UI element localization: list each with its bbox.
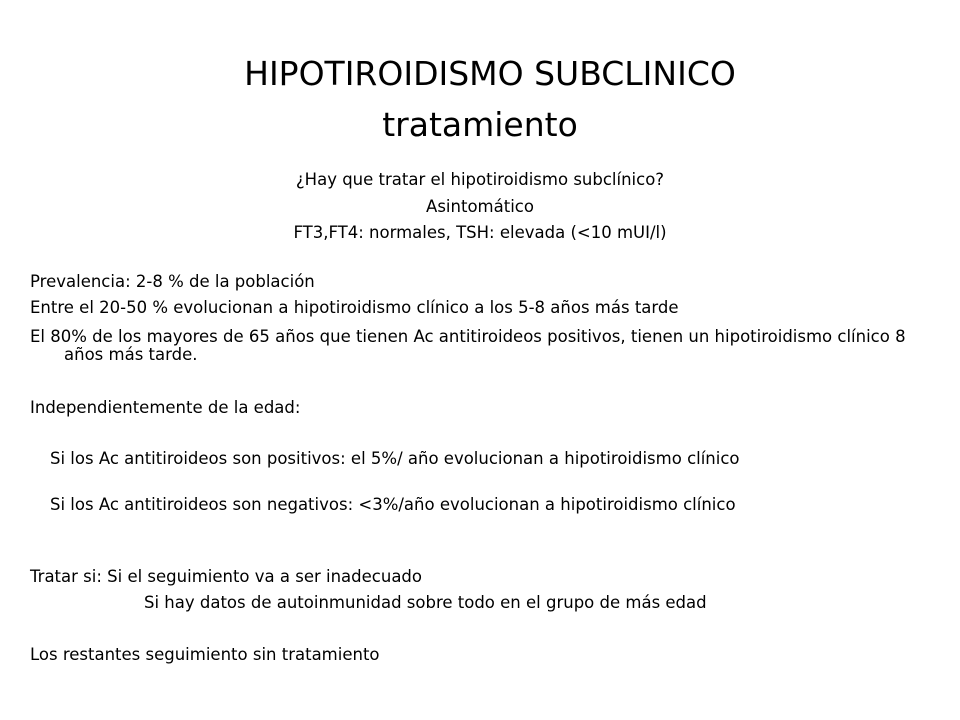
treatment-question: ¿Hay que tratar el hipotiroidismo subclínico? xyxy=(295,170,665,189)
positive-antibodies-content: Si los Ac antitiroideos son positivos: el 5%/ año evolucionan a hipotiroidismo clínico xyxy=(50,449,740,468)
negative-antibodies-content: Si los Ac antitiroideos son negativos: <3%/año evolucionan a hipotiroidismo clínico xyxy=(50,495,736,514)
treat-if-text: Tratar si: Si el seguimiento va a ser inadecuado xyxy=(30,567,423,586)
lab-values: FT3,FT4: normales, TSH: elevada (<10 mUI/l) xyxy=(293,223,667,242)
elderly-text-content: El 80% de los mayores de 65 años que tienen Ac antitiroideos positivos, tienen un hipotiroidismo clínico 8 años más tarde. xyxy=(30,327,906,364)
asymptomatic-label: Asintomático xyxy=(426,197,534,216)
positive-antibodies-text xyxy=(50,450,930,468)
title-line-1: HIPOTIROIDISMO SUBCLINICO xyxy=(244,54,736,93)
prevalence-text: Prevalencia: 2-8 % de la población xyxy=(30,272,315,291)
evolution-text: Entre el 20-50 % evolucionan a hipotiroidismo clínico a los 5-8 años más tarde xyxy=(30,298,679,317)
age-independent-text: Independientemente de la edad: xyxy=(30,398,301,417)
treat-if-autoimmunity-text: Si hay datos de autoinmunidad sobre todo en el grupo de más edad xyxy=(144,593,707,612)
negative-antibodies-text xyxy=(50,496,930,514)
title-line-2: tratamiento xyxy=(382,105,578,144)
elderly-text xyxy=(30,328,935,364)
remaining-text: Los restantes seguimiento sin tratamiento xyxy=(30,645,380,664)
